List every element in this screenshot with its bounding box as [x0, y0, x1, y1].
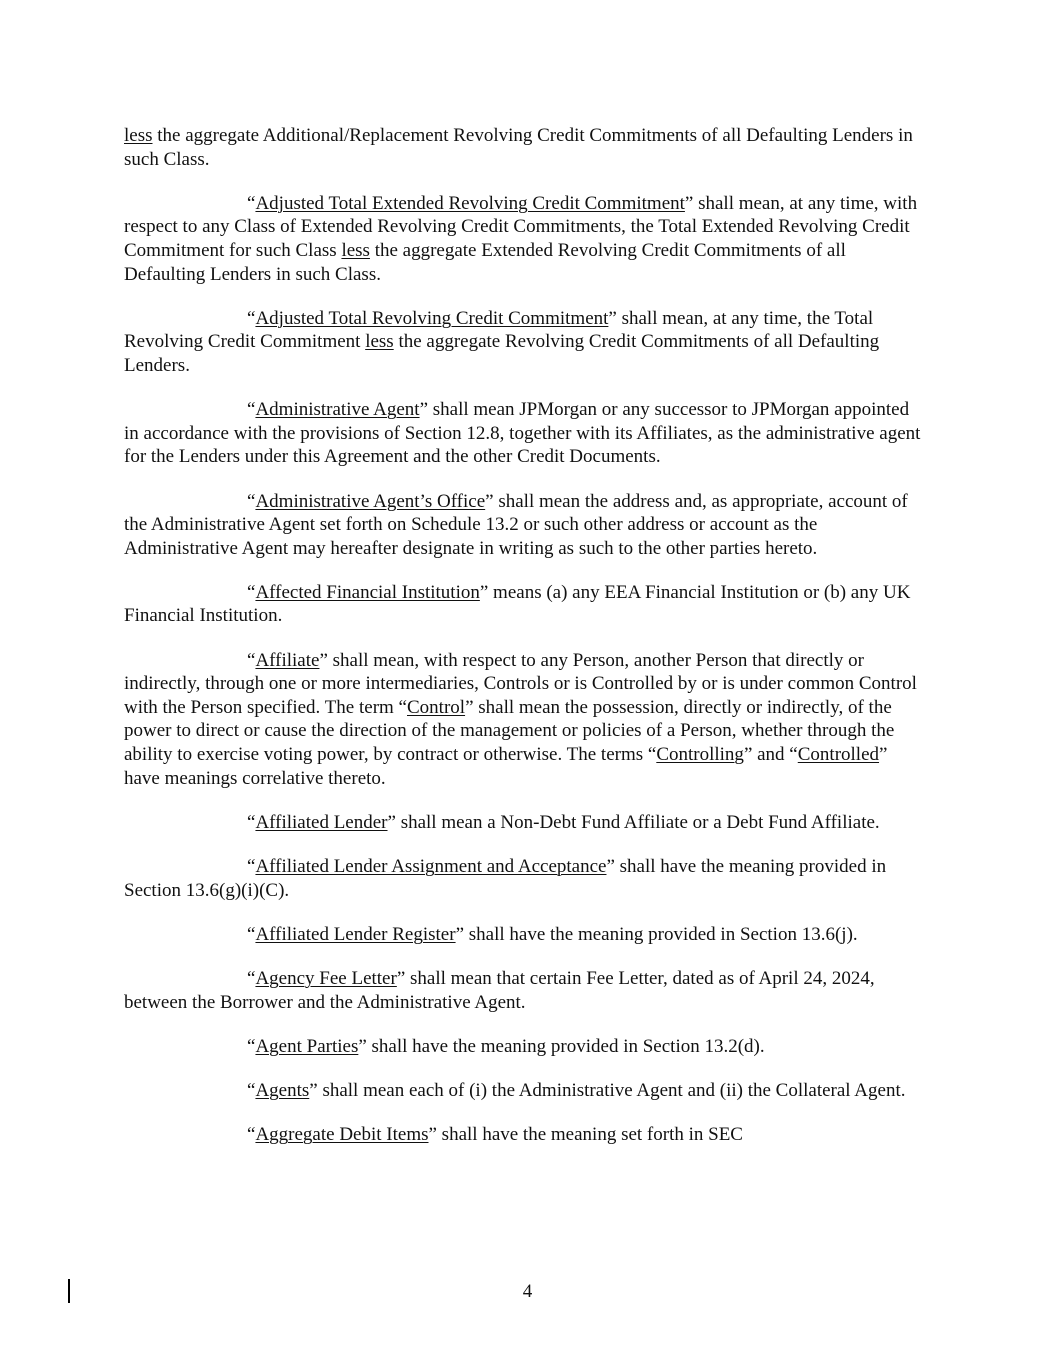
definition-paragraph: [124, 490, 924, 561]
paragraph-text: “: [247, 307, 256, 329]
definition-paragraph: [124, 398, 924, 469]
paragraph-text: “: [247, 1079, 256, 1101]
paragraph-text: “: [247, 856, 256, 877]
paragraph-text: ” and “: [743, 744, 798, 766]
paragraph-text: ” have meanings correlative thereto.: [124, 744, 888, 789]
definition-paragraph: [124, 923, 924, 947]
paragraph-text: ” shall mean, at any time, the Total Revolving Credit Commitment: [124, 307, 874, 353]
defined-term: Affected Financial Institution: [255, 581, 480, 603]
paragraph-text: ” means (a) any EEA Financial Institution or (b) any UK Financial Institution.: [124, 581, 911, 627]
definition-paragraph: [124, 855, 924, 902]
definition-paragraph: [124, 124, 924, 171]
paragraph-text: ” shall mean each of (i) the Administrative Agent and (ii) the Collateral Agent.: [309, 1079, 906, 1101]
definition-paragraph: [124, 1035, 924, 1059]
defined-term: Agent Parties: [255, 1035, 359, 1057]
paragraph-text: ” shall mean, at any time, with respect to any Class of Extended Revolving Credit Commitments, the Total Extended Revolving Credit Commitment for such Class: [124, 192, 918, 261]
paragraph-text: “: [247, 923, 256, 945]
paragraph-text: the aggregate Additional/Replacement Revolving Credit Commitments of all Defaulting Lenders in such Class.: [124, 125, 913, 170]
paragraph-text: ” shall mean JPMorgan or any successor to JPMorgan appointed in accordance with the provisions of Section 12.8, together with its Affiliates, as the administrative agent for the Lenders under this Agreement and the other Credit Documents.: [124, 399, 921, 468]
defined-term: Agency Fee Letter: [255, 967, 397, 989]
paragraph-text: ” shall have the meaning provided in Section 13.2(d).: [358, 1035, 765, 1057]
paragraph-text: “: [247, 811, 256, 833]
paragraph-text: “: [247, 490, 256, 512]
defined-term: less: [124, 125, 153, 146]
defined-term: Administrative Agent’s Office: [255, 490, 486, 512]
defined-term: Affiliated Lender Assignment and Acceptance: [255, 856, 607, 877]
definition-paragraph: [124, 649, 924, 791]
paragraph-text: “: [247, 1035, 256, 1057]
definition-paragraph: [124, 967, 924, 1014]
defined-term: Affiliate: [255, 649, 320, 671]
defined-term: Adjusted Total Extended Revolving Credit Commitment: [255, 192, 685, 214]
definition-paragraph: [124, 581, 924, 628]
paragraph-text: “: [247, 581, 256, 603]
defined-term: Control: [407, 696, 466, 718]
defined-term: Affiliated Lender: [255, 811, 388, 833]
paragraph-text: ” shall have the meaning set forth in SEC: [428, 1124, 743, 1146]
paragraph-text: ” shall mean the possession, directly or indirectly, of the power to direct or cause the direction of the management or policies of a Person, whether through the ability to exercise voting power, by contract or otherwise. The terms “: [124, 696, 895, 766]
paragraph-text: ” shall have the meaning provided in Section 13.6(g)(i)(C).: [124, 856, 887, 901]
paragraph-text: “: [247, 649, 256, 671]
defined-term: Controlling: [656, 744, 744, 766]
paragraph-text: “: [247, 967, 256, 989]
paragraph-text: ” shall mean a Non-Debt Fund Affiliate or a Debt Fund Affiliate.: [387, 811, 880, 833]
defined-term: Administrative Agent: [255, 399, 420, 421]
paragraph-text: ” shall mean the address and, as appropriate, account of the Administrative Agent set forth on Schedule 13.2 or such other address or account as the Administrative Agent may hereafter designate in writing as such to the other parties hereto.: [124, 490, 908, 559]
paragraph-text: ” shall have the meaning provided in Section 13.6(j).: [455, 923, 858, 945]
definition-paragraph: [124, 1123, 924, 1147]
defined-term: less: [341, 239, 370, 261]
paragraph-text: the aggregate Revolving Credit Commitments of all Defaulting Lenders.: [124, 331, 880, 376]
document-body: [124, 124, 924, 1167]
definition-paragraph: [124, 811, 924, 835]
definition-paragraph: [124, 192, 924, 286]
defined-term: Affiliated Lender Register: [255, 923, 456, 945]
paragraph-text: ” shall mean, with respect to any Person, another Person that directly or indirectly, through one or more intermediaries, Controls or is Controlled by or is under common Control with the Person specified. The term “: [124, 649, 917, 718]
paragraph-text: ” shall mean that certain Fee Letter, dated as of April 24, 2024, between the Borrower and the Administrative Agent.: [124, 967, 875, 1013]
definition-paragraph: [124, 307, 924, 378]
defined-term: Aggregate Debit Items: [255, 1124, 429, 1146]
paragraph-text: the aggregate Extended Revolving Credit Commitments of all Defaulting Lenders in such Class.: [124, 239, 846, 285]
paragraph-text: “: [247, 399, 256, 421]
defined-term: Controlled: [797, 744, 880, 766]
paragraph-text: “: [247, 1124, 256, 1146]
page-number: 4: [522, 1281, 533, 1302]
defined-term: less: [365, 331, 394, 353]
definition-paragraph: [124, 1079, 924, 1103]
paragraph-text: “: [247, 192, 256, 214]
defined-term: Agents: [255, 1079, 310, 1101]
defined-term: Adjusted Total Revolving Credit Commitment: [255, 307, 609, 329]
